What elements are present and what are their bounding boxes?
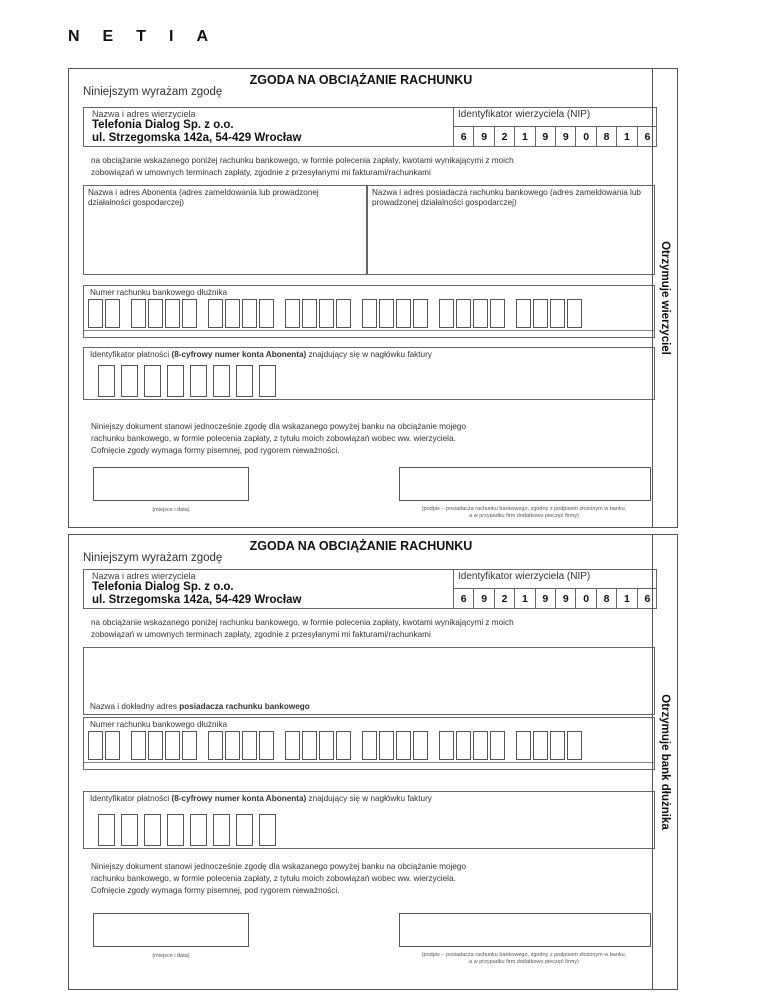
- payment-id-label: [90, 350, 432, 359]
- account-digit-cell[interactable]: [396, 299, 411, 328]
- account-cell-group: [208, 731, 276, 760]
- account-cell-group: [516, 731, 584, 760]
- account-digit-cell[interactable]: [413, 299, 428, 328]
- creditor-name-address: [92, 581, 301, 607]
- nip-digit: 9: [474, 589, 494, 608]
- declaration-text: [91, 861, 466, 897]
- payment-id-cell[interactable]: [213, 365, 230, 397]
- authorization-paragraph: [91, 155, 514, 179]
- account-digit-cell[interactable]: [362, 299, 377, 328]
- form-title: ZGODA NA OBCIĄŻANIE RACHUNKU: [249, 539, 473, 553]
- nip-digit: 8: [597, 589, 617, 608]
- payment-id-cell[interactable]: [167, 365, 184, 397]
- nip-digit: 9: [556, 589, 576, 608]
- account-digit-cell[interactable]: [379, 299, 394, 328]
- declaration-line: Niniejszy dokument stanowi jednocześnie zgodę dla wskazanego powyżej banku na obciążanie mojego: [91, 422, 467, 431]
- account-digit-cell[interactable]: [225, 731, 240, 760]
- nip-label: Identyfikator wierzyciela (NIP): [458, 109, 591, 120]
- account-digit-cell[interactable]: [516, 731, 531, 760]
- account-cell-group: [285, 299, 353, 328]
- payment-id-cell[interactable]: [190, 365, 207, 397]
- account-number-label: Numer rachunku bankowego dłużnika: [90, 288, 227, 297]
- nip-digit: 2: [495, 589, 515, 608]
- account-digit-cell[interactable]: [533, 731, 548, 760]
- payment-id-cell[interactable]: [98, 365, 115, 397]
- account-digit-cell[interactable]: [148, 731, 163, 760]
- account-digit-cell[interactable]: [88, 299, 103, 328]
- account-digit-cell[interactable]: [165, 731, 180, 760]
- payment-id-label-bold: (8-cyfrowy numer konta Abonenta): [171, 350, 307, 359]
- payment-id-cell[interactable]: [236, 365, 253, 397]
- paragraph-line: zobowiązań w umownych terminach zapłaty, zgodnie z przesyłanymi mi fakturami/rachunkami: [91, 168, 431, 177]
- creditor-name: Telefonia Dialog Sp. z o.o.: [92, 581, 234, 593]
- account-digit-cell[interactable]: [285, 731, 300, 760]
- account-number-field: [83, 717, 655, 770]
- payment-id-label-prefix: Identyfikator płatności: [90, 350, 172, 359]
- nip-digit: 6: [454, 127, 474, 146]
- account-cell-group: [131, 299, 199, 328]
- account-digit-cell[interactable]: [379, 731, 394, 760]
- account-digit-cell[interactable]: [319, 731, 334, 760]
- subscriber-address-field[interactable]: [83, 185, 367, 275]
- signature-caption: [369, 952, 679, 966]
- consent-form-creditor: [68, 68, 678, 528]
- debtor-address-label: [90, 702, 310, 711]
- nip-digit: 2: [495, 127, 515, 146]
- holder-address-label: Nazwa i adres posiadacza rachunku bankowego (adres zameldowania lub prowadzonej działalności gospodarczej): [372, 188, 641, 207]
- account-digit-cell[interactable]: [208, 731, 223, 760]
- recipient-label: Otrzymuje bank dłużnika: [659, 694, 671, 830]
- nip-digit: 6: [644, 592, 651, 605]
- account-digit-cell[interactable]: [439, 731, 454, 760]
- account-number-label: Numer rachunku bankowego dłużnika: [90, 720, 227, 729]
- payment-id-cells: [98, 814, 282, 846]
- nip-digits: [454, 126, 657, 146]
- account-cell-group: [285, 731, 353, 760]
- nip-digit: 6: [644, 130, 651, 143]
- nip-box: [453, 570, 657, 608]
- recipient-label: Otrzymuje wierzyciel: [659, 241, 671, 355]
- account-digit-cell[interactable]: [439, 299, 454, 328]
- payment-id-field: [83, 347, 655, 400]
- place-date-field[interactable]: [93, 467, 249, 501]
- account-digit-cell[interactable]: [567, 731, 582, 760]
- account-digit-cell[interactable]: [131, 731, 146, 760]
- creditor-label: Nazwa i adres wierzyciela: [92, 571, 196, 581]
- payment-id-label-suffix: znajdujący się w nagłówku faktury: [306, 350, 432, 359]
- paragraph-line: zobowiązań w umownych terminach zapłaty, zgodnie z przesyłanymi mi fakturami/rachunkami: [91, 630, 431, 639]
- account-digit-cell[interactable]: [516, 299, 531, 328]
- account-cell-group: [88, 299, 122, 328]
- account-digit-cell[interactable]: [490, 731, 505, 760]
- account-digit-cell[interactable]: [336, 299, 351, 328]
- nip-digit: 1: [617, 127, 637, 146]
- account-number-cells: [88, 731, 593, 760]
- account-number-cells: [88, 299, 593, 328]
- nip-digit: 1: [515, 127, 535, 146]
- account-digit-cell[interactable]: [225, 299, 240, 328]
- declaration-text: [91, 421, 466, 457]
- payment-id-cell[interactable]: [167, 814, 184, 846]
- nip-digit: 1: [515, 589, 535, 608]
- side-strip: [652, 69, 677, 527]
- account-digit-cell[interactable]: [473, 299, 488, 328]
- declaration-line: Niniejszy dokument stanowi jednocześnie zgodę dla wskazanego powyżej banku na obciążanie mojego: [91, 862, 467, 871]
- account-digit-cell[interactable]: [456, 299, 471, 328]
- account-digit-cell[interactable]: [319, 299, 334, 328]
- nip-digit: 6: [454, 589, 474, 608]
- account-digit-cell[interactable]: [259, 299, 274, 328]
- account-digit-cell[interactable]: [88, 731, 103, 760]
- place-date-caption: (miejsce i data): [152, 507, 190, 513]
- declaration-line: Cofnięcie zgody wymaga formy pisemnej, pod rygorem nieważności.: [91, 886, 340, 895]
- payment-id-cell[interactable]: [144, 365, 161, 397]
- payment-id-label-prefix: Identyfikator płatności: [90, 794, 172, 803]
- consent-text: Niniejszym wyrażam zgodę: [83, 552, 223, 564]
- account-digit-cell[interactable]: [105, 731, 120, 760]
- account-digit-cell[interactable]: [259, 731, 274, 760]
- nip-label: Identyfikator wierzyciela (NIP): [458, 571, 591, 582]
- form-title: ZGODA NA OBCIĄŻANIE RACHUNKU: [249, 73, 473, 87]
- account-digit-cell[interactable]: [242, 731, 257, 760]
- signature-caption-line: (podpis – posiadacza rachunku bankowego, zgodny z podpisem złożonym w banku,: [421, 952, 627, 958]
- account-digit-cell[interactable]: [362, 731, 377, 760]
- nip-digit: 1: [617, 589, 637, 608]
- account-digit-cell[interactable]: [285, 299, 300, 328]
- account-baseline: [84, 330, 654, 331]
- payment-id-cells: [98, 365, 282, 397]
- nip-digits: [454, 588, 657, 608]
- payment-id-label-suffix: znajdujący się w nagłówku faktury: [306, 794, 432, 803]
- account-digit-cell[interactable]: [413, 731, 428, 760]
- account-digit-cell[interactable]: [336, 731, 351, 760]
- nip-digit: 0: [576, 127, 596, 146]
- payment-id-cell[interactable]: [259, 814, 276, 846]
- signature-caption-line: a w przypadku firm dodatkowo pieczęć firmy): [469, 513, 579, 519]
- account-digit-cell[interactable]: [182, 731, 197, 760]
- account-digit-cell[interactable]: [533, 299, 548, 328]
- place-date-field[interactable]: [93, 913, 249, 947]
- payment-id-field: [83, 791, 655, 849]
- declaration-line: rachunku bankowego, w formie polecenia zapłaty, z tytułu moich zobowiązań wobec ww. wierzyciela.: [91, 874, 456, 883]
- payment-id-cell[interactable]: [144, 814, 161, 846]
- account-digit-cell[interactable]: [105, 299, 120, 328]
- debtor-address-field[interactable]: [83, 647, 655, 715]
- signature-field[interactable]: [399, 913, 651, 947]
- account-digit-cell[interactable]: [165, 299, 180, 328]
- paragraph-line: na obciążanie wskazanego poniżej rachunku bankowego, w formie polecenia zapłaty, kwotami wynikającymi z moich: [91, 618, 514, 627]
- payment-id-cell[interactable]: [121, 814, 138, 846]
- account-cell-group: [88, 731, 122, 760]
- payment-id-label: [90, 794, 432, 803]
- place-date-caption: (miejsce i data): [152, 953, 190, 959]
- account-digit-cell[interactable]: [490, 299, 505, 328]
- signature-caption-line: (podpis – posiadacza rachunku bankowego, zgodny z podpisem złożonym w banku,: [421, 506, 627, 512]
- payment-id-cell[interactable]: [121, 365, 138, 397]
- account-digit-cell[interactable]: [456, 731, 471, 760]
- account-cell-group: [362, 731, 430, 760]
- creditor-label: Nazwa i adres wierzyciela: [92, 109, 196, 119]
- consent-text: Niniejszym wyrażam zgodę: [83, 86, 223, 98]
- account-digit-cell[interactable]: [567, 299, 582, 328]
- authorization-paragraph: [91, 617, 514, 641]
- account-digit-cell[interactable]: [550, 299, 565, 328]
- account-digit-cell[interactable]: [396, 731, 411, 760]
- creditor-address: ul. Strzegomska 142a, 54-429 Wrocław: [92, 594, 302, 606]
- creditor-name-address: [92, 119, 301, 145]
- nip-digit: 0: [576, 589, 596, 608]
- consent-form-bank: [68, 534, 678, 990]
- account-digit-cell[interactable]: [242, 299, 257, 328]
- account-digit-cell[interactable]: [131, 299, 146, 328]
- holder-address-field[interactable]: [367, 185, 655, 275]
- account-baseline: [84, 762, 654, 763]
- account-digit-cell[interactable]: [302, 299, 317, 328]
- side-strip: [652, 535, 677, 989]
- account-digit-cell[interactable]: [148, 299, 163, 328]
- payment-id-cell[interactable]: [190, 814, 207, 846]
- account-digit-cell[interactable]: [182, 299, 197, 328]
- account-cell-group: [439, 299, 507, 328]
- payment-id-label-bold: (8-cyfrowy numer konta Abonenta): [171, 794, 307, 803]
- account-cell-group: [439, 731, 507, 760]
- account-digit-cell[interactable]: [473, 731, 488, 760]
- account-digit-cell[interactable]: [208, 299, 223, 328]
- payment-id-cell[interactable]: [98, 814, 115, 846]
- debtor-address-label-prefix: Nazwa i dokładny adres: [90, 702, 180, 711]
- debtor-address-label-bold: posiadacza rachunku bankowego: [179, 702, 310, 711]
- payment-id-cell[interactable]: [236, 814, 253, 846]
- signature-caption-line: a w przypadku firm dodatkowo pieczęć firmy): [469, 959, 579, 965]
- creditor-section: [83, 569, 657, 609]
- account-cell-group: [516, 299, 584, 328]
- paragraph-line: na obciążanie wskazanego poniżej rachunku bankowego, w formie polecenia zapłaty, kwotami wynikającymi z moich: [91, 156, 514, 165]
- nip-digit: 9: [536, 589, 556, 608]
- nip-digit: 8: [597, 127, 617, 146]
- creditor-section: [83, 107, 657, 147]
- nip-digit: 9: [556, 127, 576, 146]
- account-digit-cell[interactable]: [550, 731, 565, 760]
- subscriber-address-label: Nazwa i adres Abonenta (adres zameldowania lub prowadzonej działalności gospodarczej): [88, 188, 319, 207]
- account-cell-group: [362, 299, 430, 328]
- nip-digit: 9: [536, 127, 556, 146]
- account-number-field: [83, 285, 655, 338]
- declaration-line: Cofnięcie zgody wymaga formy pisemnej, pod rygorem nieważności.: [91, 446, 340, 455]
- netia-logo: NETIA: [68, 28, 231, 45]
- creditor-name: Telefonia Dialog Sp. z o.o.: [92, 119, 234, 131]
- account-digit-cell[interactable]: [302, 731, 317, 760]
- payment-id-cell[interactable]: [213, 814, 230, 846]
- nip-digit: 9: [474, 127, 494, 146]
- signature-field[interactable]: [399, 467, 651, 501]
- account-cell-group: [131, 731, 199, 760]
- declaration-line: rachunku bankowego, w formie polecenia zapłaty, z tytułu moich zobowiązań wobec ww. wierzyciela.: [91, 434, 456, 443]
- signature-caption: [369, 506, 679, 520]
- account-cell-group: [208, 299, 276, 328]
- creditor-address: ul. Strzegomska 142a, 54-429 Wrocław: [92, 132, 302, 144]
- nip-box: [453, 108, 657, 146]
- payment-id-cell[interactable]: [259, 365, 276, 397]
